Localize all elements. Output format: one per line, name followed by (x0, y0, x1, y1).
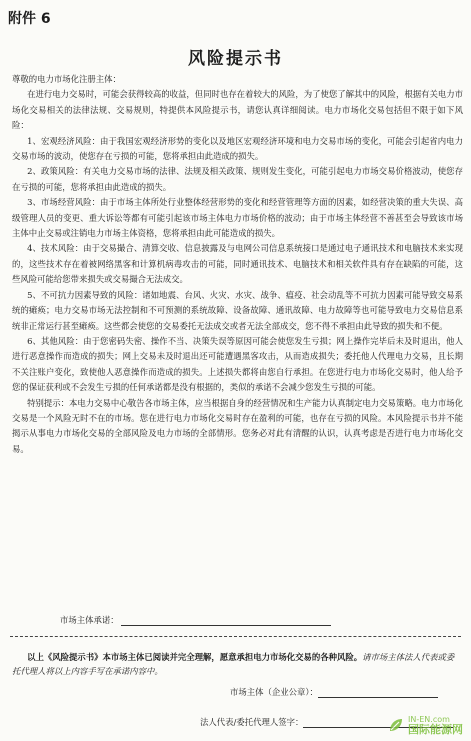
watermark-text (408, 715, 463, 735)
watermark-brand: 国际能源网 (408, 723, 463, 736)
entity-seal-row (230, 686, 438, 698)
commitment-row (60, 614, 331, 626)
risk-item-macro: 1、宏观经济风险：由于我国宏观经济形势的变化以及地区宏观经济环境和电力交易市场的变化，可能会引起省内电力交易市场的波动，使您存在亏损的可能，您将承担由此造成的损失。 (12, 135, 463, 162)
leaf-logo-icon (388, 717, 404, 733)
commitment-label: 市场主体承诺： (60, 615, 119, 625)
document-title: 风险提示书 (188, 49, 283, 69)
risk-item-operation: 3、市场经营风险：由于市场主体所处行业整体经营形势的变化和经营管理等方面的因素，如经营决策的重大失误、高级管理人员的变更、重大诉讼等都有可能引起该市场主体电力市场价格的波动；由于市场主体经营不善甚至会导致该市场主体中止交易或注销电力市场主体资格，您将承担由此可能造成的损失。 (12, 197, 463, 239)
footnote-bold: 以上《风险提示书》本市场主体已阅读并完全理解，愿意承担电力市场化交易的各种风险。 (27, 652, 363, 662)
dashed-divider (10, 636, 461, 637)
risk-item-technology: 4、技术风险：由于交易撮合、清算交收、信息披露及与电网公司信息系统接口是通过电子通讯技术和电脑技术来实现的，这些技术存在着被网络黑客和计算机病毒攻击的可能，同时通讯技术、电脑技术和相关软件具有存在缺陷的可能，这些风险可能给您带来损失或交易撮合无法成交。 (12, 243, 463, 285)
entity-seal-label: 市场主体（企业公章）： (230, 687, 318, 697)
risk-item-policy: 2、政策风险：有关电力交易市场的法律、法规及相关政策、规则发生变化，可能引起电力市场交易价格波动，使您存在亏损的可能，您将承担由此造成的损失。 (12, 166, 463, 192)
risk-item-force-majeure: 5、不可抗力因素导致的风险：诸如地震、台风、火灾、水灾、战争、瘟疫、社会动乱等不可抗力因素可能导致交易系统的瘫痪；电力交易市场无法控制和不可预测的系统故障、设备故障、通讯故障、电力故障等也可能导致电力交易信息系统非正常运行甚至瘫痪。这些都会使您的交易委托无法成交或者无法全部成交，您不得不承担由此导致的损失和不便。 (12, 289, 463, 331)
special-notice: 特别提示：本电力交易中心敬告各市场主体，应当根据自身的经营情况和生产能力认真制定电力交易策略。电力市场化交易是一个风险无时不在的市场。您在进行电力市场化交易时存在盈利的可能，也存在亏损的风险。本风险提示书并不能揭示从事电力市场化交易的全部风险及电力市场的全部情形。您务必对此有清醒的认识，认真考虑是否进行电力市场化交易。 (12, 397, 463, 454)
watermark (388, 715, 463, 735)
document-body (12, 72, 463, 457)
watermark-domain: IN-EN.com (408, 715, 450, 724)
representative-signature-label: 法人代表/委托代理人签字： (200, 717, 304, 727)
commitment-line[interactable] (121, 615, 331, 626)
footnote-italic: 请市场主体法人代表或委托代理人将以上内容手写在承诺内容中。 (12, 652, 455, 676)
risk-item-other: 6、其他风险：由于您密码失密、操作不当、决策失误等原因可能会使您发生亏损；网上操作完毕后未及时退出，他人进行恶意操作而造成的损失；网上交易未及时退出还可能遭遇黑客攻击，从而造成损失；委托他人代理电力交易，且长期不关注账户变化，致使他人恶意操作而造成的损失。上述损失都将由您自行承担。在您进行电力市场化交易时，他人给予您的保证获利或不会发生亏损的任何承诺都是没有根据的，类似的承诺不会减少您发生亏损的可能。 (12, 335, 463, 393)
greeting: 尊敬的电力市场化注册主体： (12, 74, 121, 84)
attachment-label: 附件 6 (8, 11, 51, 27)
entity-seal-line[interactable] (318, 687, 438, 698)
footnote (12, 650, 461, 678)
intro-paragraph: 在进行电力交易时，可能会获得较高的收益，但同时也存在着较大的风险，为了使您了解其中的风险，根据有关电力市场化交易相关的法律法规、交易规则，特提供本风险提示书，请您认真详细阅读。电力市场化交易包括但不限于如下风险： (12, 89, 463, 131)
